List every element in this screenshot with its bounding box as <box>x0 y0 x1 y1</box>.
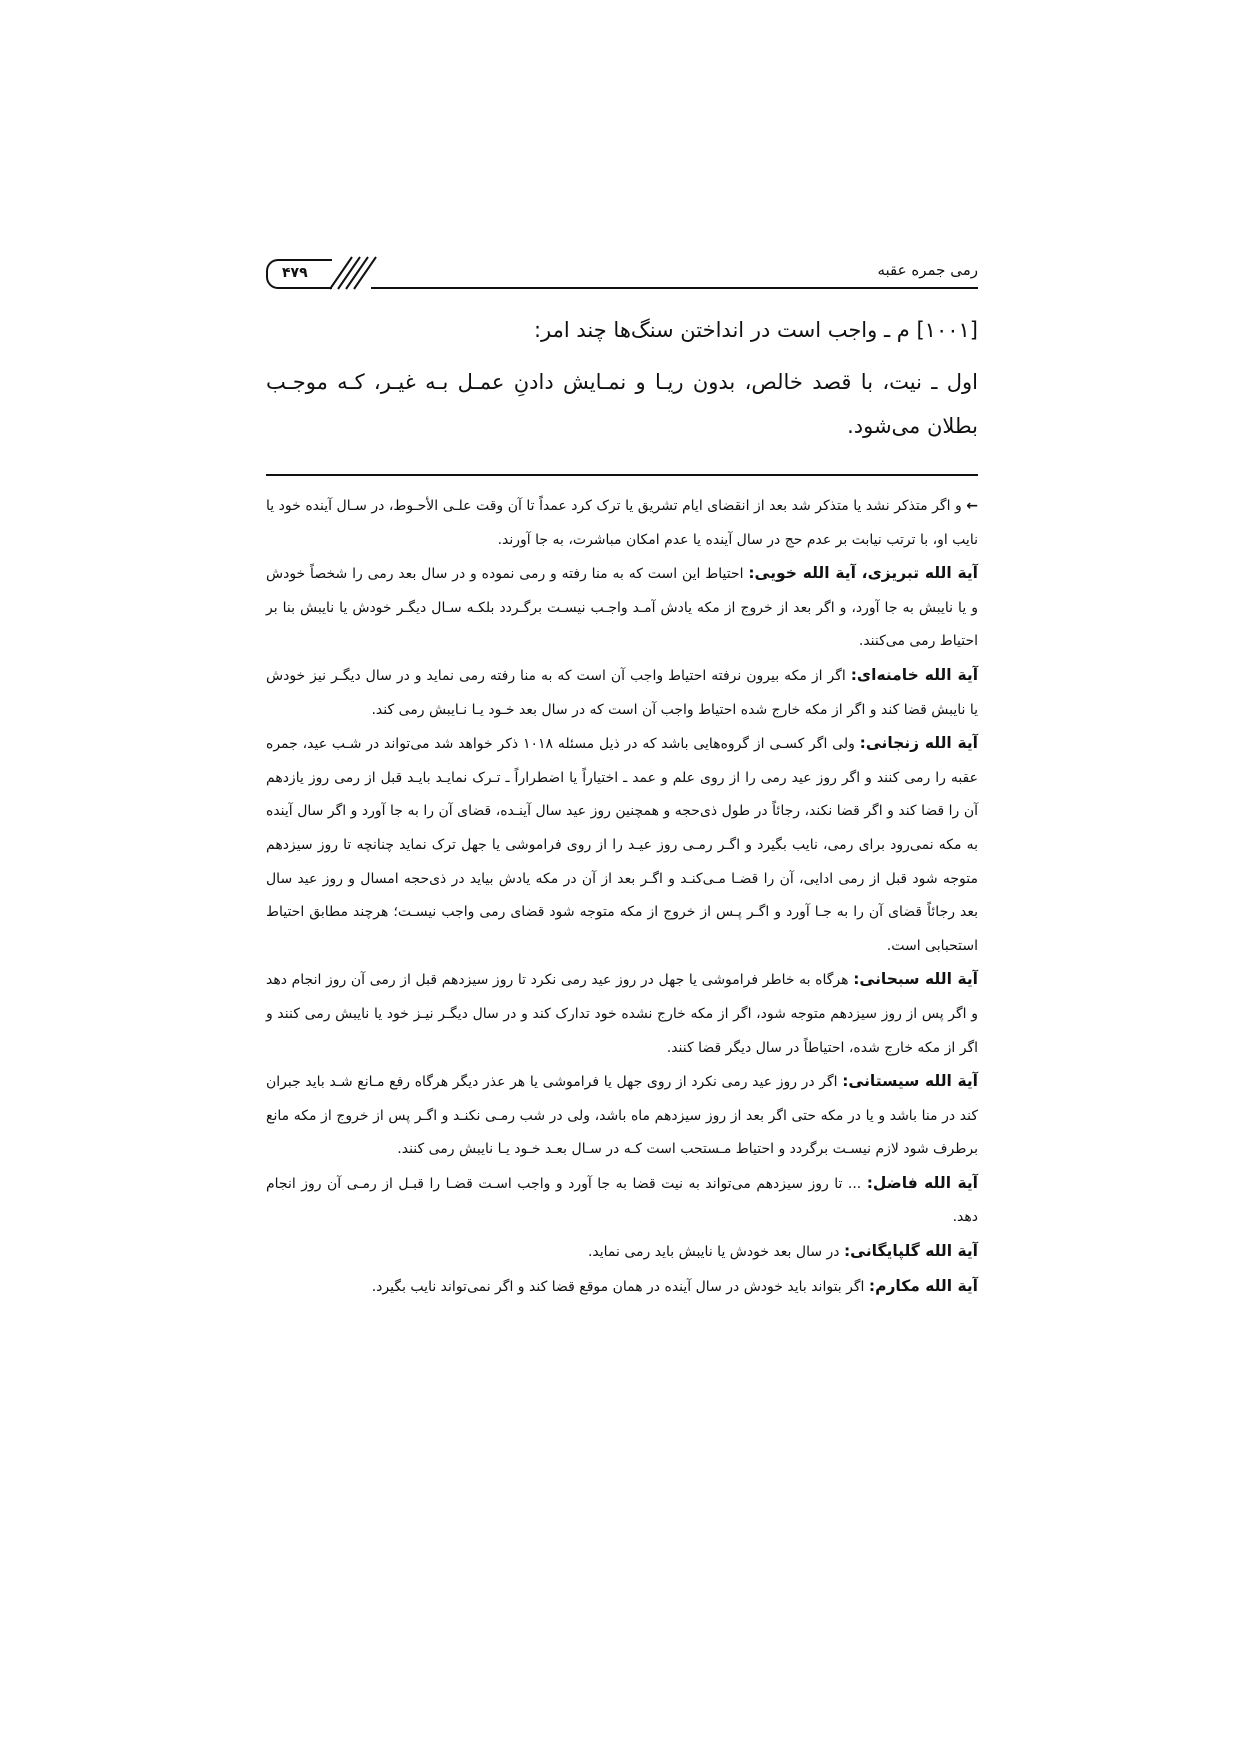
ruling-author: آیة الله گلپایگانی: <box>843 1242 978 1261</box>
ruling-text: ولی اگر کسـی از گروه‌هایی باشد که در ذیل مسئله ۱۰۱۸ ذکر خواهد شد می‌تواند در شـب عید، جمره عقبه را رمی کنند و اگر روز عید رمی را از روی علم و عمد ـ اختیاراً یا اضطراراً ـ تـرک نمایـد بایـد قبل از رمی روز یازدهم آن را قضا کند و اگر قضا نکند، رجائاً در طول ذی‌حجه و همچنین روز عید سال آینـده، قضای آن را به جا آورد و اگر سال آینده به مکه نمی‌رود برای رمی، نایب بگیرد و اگـر رمـی روز عیـد را از روی فراموشی یا جهل ترک نماید چنانچه تا روز سیزدهم متوجه شود قبل از رمی ادایی، آن را قضـا مـی‌کنـد و اگـر بعد از آن در مکه یادش بیاید در ذی‌حجه امسال و روز عید سال بعد رجائاً قضای آن را به جـا آورد و اگـر پـس از خروج از مکه متوجه شود قضای رمی واجب نیسـت؛ هرچند مطابق احتیاط استحبابی است. <box>266 736 978 954</box>
ruling-sobhani <box>266 963 978 1065</box>
ruling-author: آیة الله مکارم: <box>868 1276 978 1295</box>
ruling-text: هرگاه به خاطر فراموشی یا جهل در روز عید رمی نکرد تا روز سیزدهم قبل از رمی آن روز انجام دهد و اگر پس از روز سیزدهم متوجه شود، اگر از مکه خارج نشده خود تدارک کند و در سال دیگـر نیـز خود یا نایبش رمی کنند و اگر از مکه خارج شده، احتیاطاً در سال دیگر قضا کنند. <box>266 972 978 1056</box>
chapter-title: رمی جمره عقبه <box>877 261 978 279</box>
ruling-tabrizi-khoei <box>266 557 978 659</box>
ruling-zanjani <box>266 727 978 963</box>
ruling-text: اگر بتواند باید خودش در سال آینده در همان موقع قضا کند و اگر نمی‌تواند نایب بگیرد. <box>371 1278 865 1295</box>
ruling-makarem <box>266 1270 978 1305</box>
continuation-arrow-icon: ← <box>966 498 979 514</box>
ruling-text: اگر از مکه بیرون نرفته احتیاط واجب آن است که به منا رفته رمی نماید و در سال دیگـر نیز خودش یا نایبش قضا کند و اگر از مکه خارج شده احتیاط واجب آن است که در سال بعد خـود یـا نـایبش رمی کند. <box>266 667 978 718</box>
ruling-sistani <box>266 1065 978 1167</box>
ruling-author: آیة الله خامنه‌ای: <box>850 665 979 684</box>
footnote-continuation <box>266 490 978 557</box>
ruling-golpaygani <box>266 1235 978 1270</box>
ruling-text: احتیاط این است که به منا رفته و رمی نموده و در سال بعد رمی را شخصاً خودش و یا نایبش به جا آورد، و اگر بعد از خروج از مکه یادش آمـد واجـب نیسـت برگـردد بلکـه سـال دیگـر خودش یا نایبش بنا بر احتیاط رمی می‌کنند. <box>266 566 978 650</box>
ruling-text: در سال بعد خودش یا نایبش باید رمی نماید. <box>587 1244 840 1261</box>
ruling-author: آیة الله فاضل: <box>866 1173 978 1192</box>
issue-statement: [۱۰۰۱] م ـ واجب است در انداختن سنگ‌ها چند امر: <box>533 318 978 342</box>
ruling-author: آیة الله تبریزی، آیة الله خویی: <box>748 564 978 583</box>
issue-heading <box>266 318 986 342</box>
ruling-fazel <box>266 1167 978 1235</box>
footnotes <box>266 490 978 1304</box>
ruling-text: ... تا روز سیزدهم می‌تواند به نیت قضا به جا آورد و واجب اسـت قضـا را قبـل از رمـی آن روز انجام دهد. <box>266 1175 978 1226</box>
footnote-separator <box>266 474 978 476</box>
issue-body <box>266 360 986 448</box>
page-number: ۴۷۹ <box>282 265 308 281</box>
running-header <box>266 255 978 289</box>
ruling-author: آیة الله زنجانی: <box>859 734 978 753</box>
ruling-text: اگر در روز عید رمی نکرد از روی جهل یا فراموشی یا هر عذر دیگر هرگاه رفع مـانع شـد باید جبران کند در منا باشد و یا در مکه حتی اگر بعد از روز سیزدهم ماه باشد، ولی در شب رمـی نکنـد و اگـر پس از خروج از مکه مانع برطرف شود لازم نیسـت برگردد و احتیاط مـستحب است کـه در سـال بعـد خـود یـا نایبش رمی کنند. <box>266 1074 978 1158</box>
condition-first: اول ـ نیت، با قصد خالص، بدون ریـا و نمـایش دادنِ عمـل بـه غیـر، کـه موجـب بطلان می‌شود. <box>266 370 978 438</box>
ruling-khamenei <box>266 659 978 727</box>
header-rule <box>371 287 978 289</box>
ruling-author: آیة الله سیستانی: <box>842 1072 978 1091</box>
ruling-author: آیة الله سبحانی: <box>853 970 978 989</box>
continuation-text: و اگر متذکر نشد یا متذکر شد بعد از انقضای ایام تشریق یا ترک کرد عمداً تا آن وقت علـی الأحـوط، در سـال آینده خود یا نایب او، با ترتب نیابت بر عدم حج در سال آینده یا عدم امکان مباشرت، به جا آورند. <box>266 498 978 548</box>
